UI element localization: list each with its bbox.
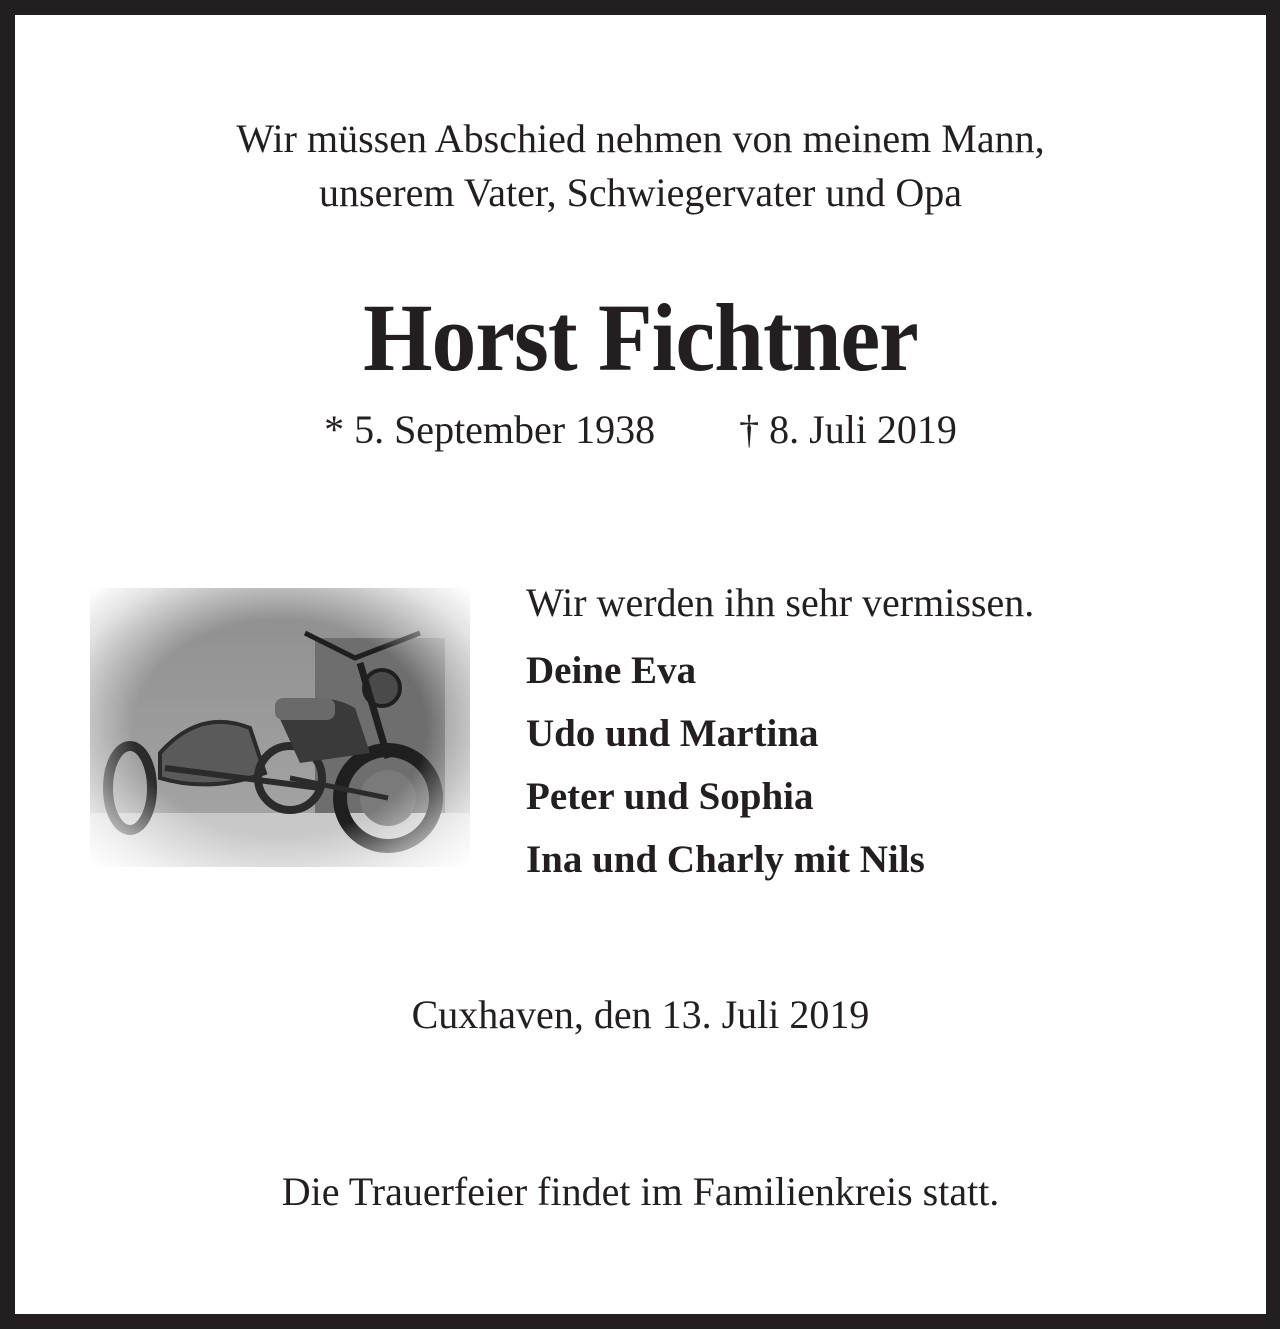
signatures-list — [526, 639, 1034, 891]
intro-line-2: unserem Vater, Schwiegervater und Opa — [319, 170, 962, 215]
obituary-card — [15, 15, 1266, 1314]
signature-1: Deine Eva — [526, 649, 697, 692]
signature-3: Peter und Sophia — [526, 775, 814, 818]
signature-4: Ina und Charly mit Nils — [526, 838, 925, 881]
signature-2: Udo und Martina — [526, 712, 819, 755]
place-date: Cuxhaven, den 13. Juli 2019 — [411, 992, 870, 1037]
miss-text: Wir werden ihn sehr vermissen. — [526, 580, 1035, 625]
intro-line-1: Wir müssen Abschied nehmen von meinem Mann, — [236, 116, 1045, 161]
deceased-name: Horst Fichtner — [363, 284, 918, 391]
birth-date: * 5. September 1938 — [324, 407, 656, 452]
intro-text — [15, 112, 1266, 220]
death-date: † 8. Juli 2019 — [739, 407, 957, 452]
signature-block — [526, 578, 1034, 891]
motorcycle-sidecar-icon — [90, 588, 470, 867]
closing-text: Die Trauerfeier findet im Familienkreis statt. — [281, 1169, 1000, 1214]
life-dates — [15, 405, 1266, 455]
motorcycle-photo — [90, 588, 470, 867]
